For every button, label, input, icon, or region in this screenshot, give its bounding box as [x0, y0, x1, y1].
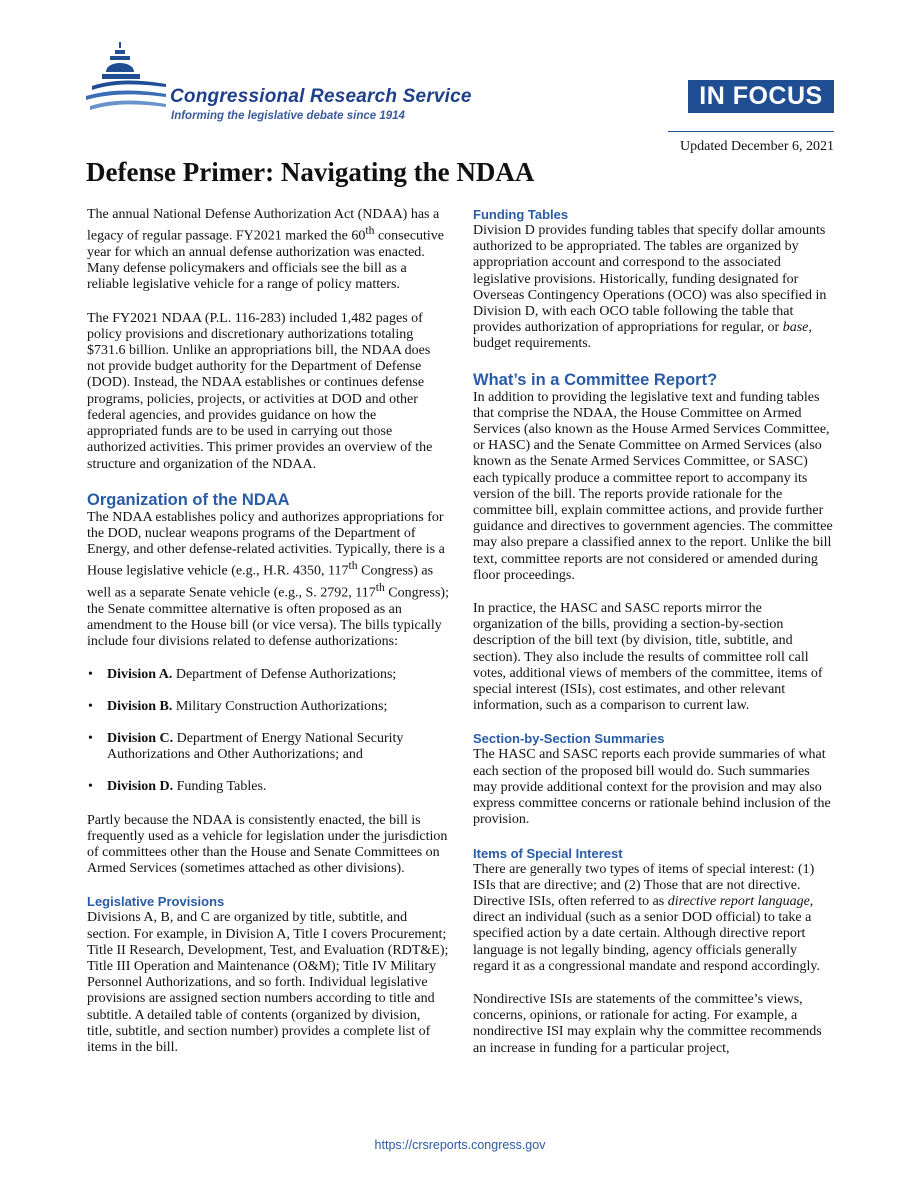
org-tagline: Informing the legislative debate since 1914: [171, 110, 405, 122]
page-title: Defense Primer: Navigating the NDAA: [86, 157, 535, 187]
list-item: • Division B. Military Construction Authorizations;: [88, 698, 388, 714]
superscript: th: [375, 581, 385, 595]
subheading-items-special-interest: Items of Special Interest: [473, 845, 623, 861]
list-item: • Division C. Department of Energy National Security Authorizations and Other Authorizations; and: [88, 731, 404, 763]
committee-report-paragraph: In addition to providing the legislative text and funding tables that comprise the NDAA, the House Committee on Armed Services (also known as the House Armed Services Committee, or HASC) and the Senate Committee on Armed Services (also known as the Senate Armed Services Committee, or SASC) each typically produce a committee report to accompany its version of the bill. The reports provide rationale for the committee bill, explain committee actions, and provide further guidance and directives to government agencies. The committee may also prepare a classified annex to the report. Unlike the bill text, committee reports are not considered or amended during floor proceedings.: [473, 389, 833, 583]
bullet-icon: •: [88, 698, 93, 714]
left-column: [87, 207, 449, 1056]
jurisdiction-paragraph: Partly because the NDAA is consistently enacted, the bill is frequently used as a vehicle for legislation under the jurisdiction of committees other than the House and Senate Committees on Armed Services (sometimes attached as other divisions).: [87, 812, 448, 877]
subheading-section-by-section: Section-by-Section Summaries: [473, 731, 665, 747]
overview-paragraph: The FY2021 NDAA (P.L. 116-283) included 1,482 pages of policy provisions and discretionary authorizations totaling $731.6 billion. Unlike an appropriations bill, the NDAA does not provide budget authority for the Department of Defense (DOD). Instead, the NDAA establishes or continues defense programs, policies, projects, or activities at DOD and other federal agencies, and provides guidance on how the appropriated funds are to be used in carrying out those authorized activities. This primer provides an overview of the structure and organization of the NDAA.: [87, 310, 433, 472]
updated-date: Updated December 6, 2021: [680, 139, 834, 154]
capitol-dome-icon: [86, 38, 166, 118]
list-item: • Division A. Department of Defense Authorizations;: [88, 666, 397, 682]
right-column: [473, 207, 835, 1057]
list-item: • Division D. Funding Tables.: [88, 779, 267, 795]
legislative-provisions-paragraph: Divisions A, B, and C are organized by title, subtitle, and section. For example, in Division A, Title I covers Procurement; Title II Research, Development, Test, and Evaluation (RDT&E); Title III Operation and Maintenance (O&M); Title IV Military Personnel Authorizations, and so forth. Individual legislative provisions are assigned section numbers according to title and subtitle. A detailed table of contents (organized by division, title, subtitle, and section number) provides a complete list of items in the bill.: [87, 910, 449, 1056]
bullet-icon: •: [88, 779, 93, 795]
footer-url[interactable]: https://crsreports.congress.gov: [374, 1138, 546, 1152]
bullet-icon: •: [88, 731, 93, 747]
bullet-icon: •: [88, 666, 93, 682]
nondirective-isi-paragraph: Nondirective ISIs are statements of the committee’s views, concerns, opinions, or rationale for acting. For example, a nondirective ISI may explain why the committee recommends an increase in funding for a particular project,: [473, 991, 822, 1056]
section-heading-organization: Organization of the NDAA: [87, 490, 290, 509]
superscript: th: [348, 559, 358, 573]
directive-isi-paragraph: There are generally two types of items of special interest: (1) ISIs that are directive; and (2) Those that are not directive. Directive ISIs, often referred to as directive report language, direct an individual (such as a senior DOD official) to take a specified action by a date certain. Although directive report language is not legally binding, agency officials generally regard it as a congressional mandate and respond accordingly.: [473, 861, 821, 974]
section-summaries-paragraph: The HASC and SASC reports each provide summaries of what each section of the proposed bill would do. Such summaries may provide additional context for the provision and may also express committee concerns or rationale behind inclusion of the provision.: [473, 747, 831, 828]
subheading-legislative-provisions: Legislative Provisions: [87, 894, 225, 910]
org-name: Congressional Research Service: [170, 86, 472, 107]
organization-paragraph: The NDAA establishes policy and authorizes appropriations for the DOD, nuclear weapons programs of the Department of Energy, and other defense-related activities. Typically, there is a House legislative vehicle (e.g., H.R. 4350, 117th Congress) as well as a separate Senate vehicle (e.g., S. 2792, 117th Congress); the Senate committee alternative is often proposed as an amendment to the House bill (or vice versa). The bills typically include four divisions related to defense authorizations:: [87, 509, 449, 650]
in-focus-badge: IN FOCUS: [688, 80, 834, 113]
divisions-list: [87, 667, 449, 796]
practice-paragraph: In practice, the HASC and SASC reports mirror the organization of the bills, providing a section-by-section description of the bill text (by division, title, subtitle, and section). They also include the results of committee roll call votes, additional views of members of the committee, items of special interest (ISIs), cost estimates, and other relevant information, such as a comparison to current law.: [473, 601, 823, 714]
subheading-funding-tables: Funding Tables: [473, 207, 569, 222]
section-heading-committee-report: What’s in a Committee Report?: [473, 370, 718, 389]
superscript: th: [365, 224, 375, 238]
crs-logo: [86, 38, 506, 128]
header-rule: [668, 131, 834, 132]
intro-paragraph: The annual National Defense Authorization Act (NDAA) has a legacy of regular passage. FY2021 marked the 60th consecutive year for which an annual defense authorization was enacted. Many defense policymakers and officials see the bill as a reliable legislative vehicle for a range of policy matters.: [87, 207, 445, 293]
funding-tables-paragraph: Division D provides funding tables that specify dollar amounts authorized to be appropriated. The tables are organized by appropriation account and correspond to the associated legislative provisions. Historically, funding designated for Overseas Contingency Operations (OCO) was also specified in Division D, with each OCO table following the table that provides authorization of appropriations for regular, or base, budget requirements.: [473, 223, 827, 352]
